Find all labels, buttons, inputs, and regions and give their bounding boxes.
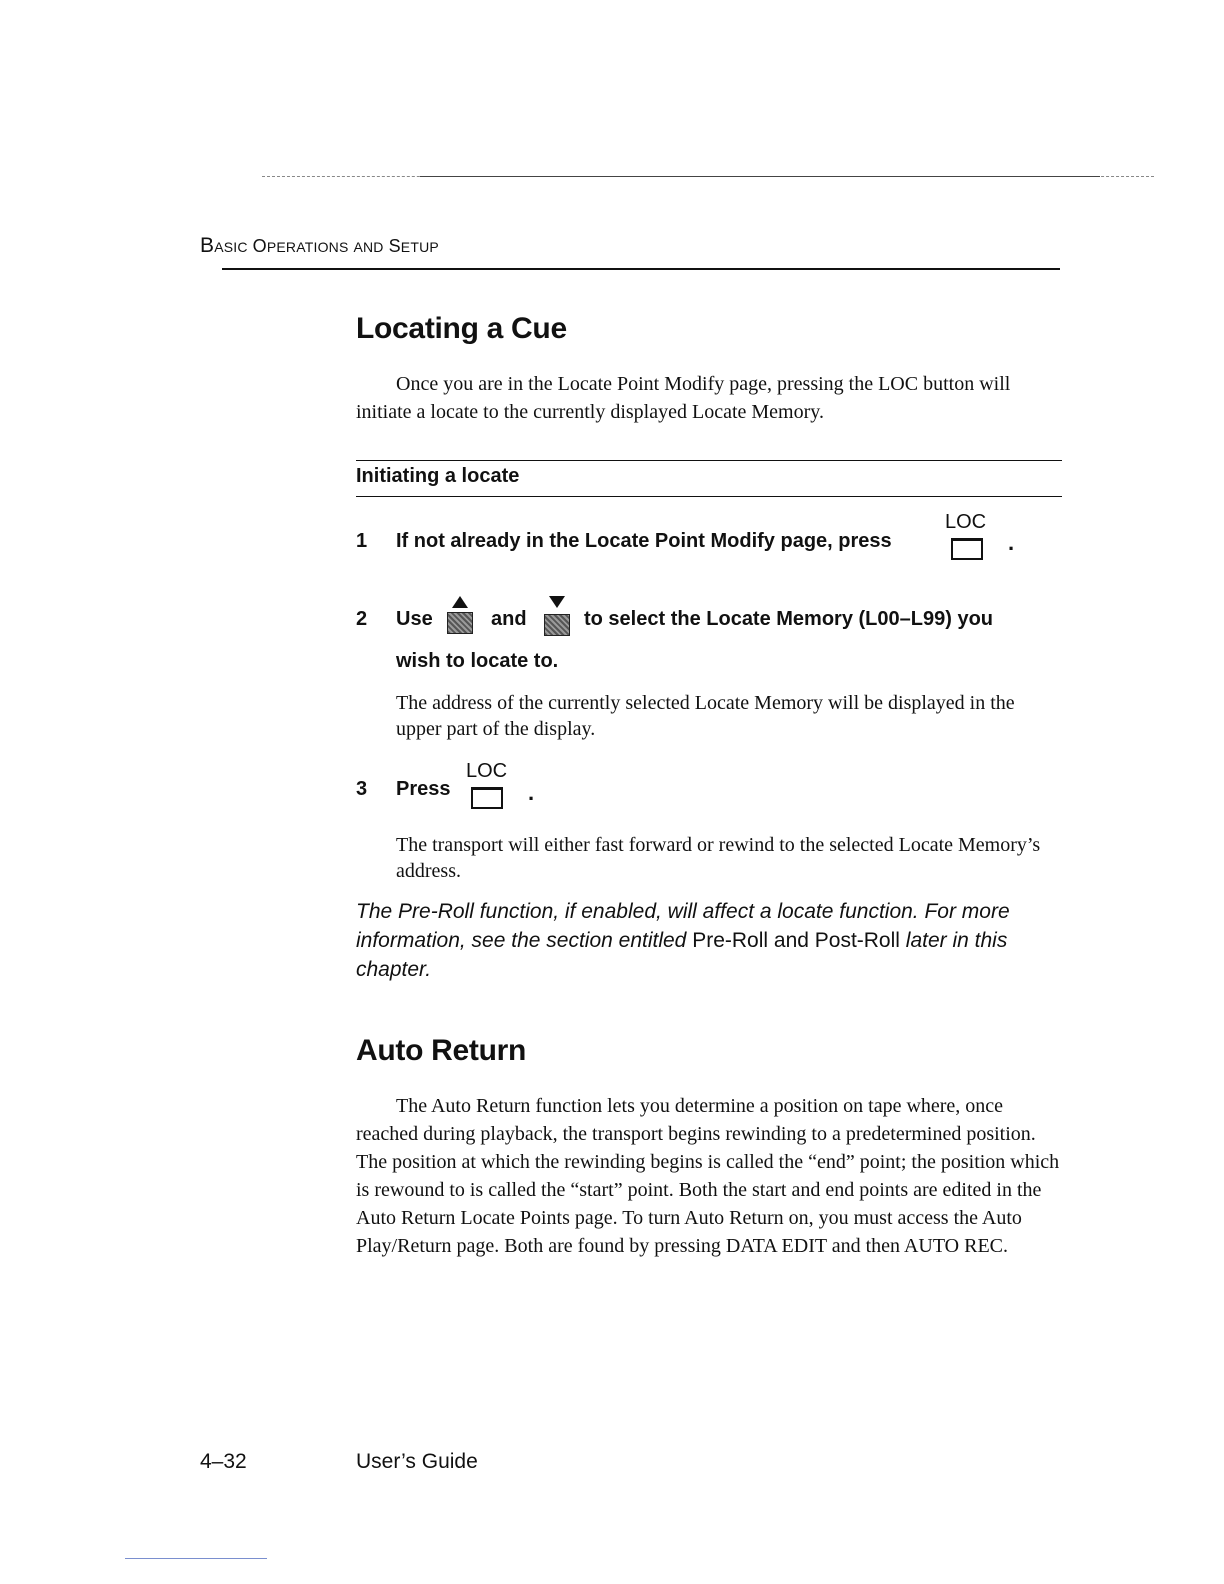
up-arrow-key-icon [447,612,473,634]
footer-title: User’s Guide [356,1450,478,1473]
step-2-text: to select the Locate Memory (L00–L99) you [584,608,994,630]
step-3-period: . [528,780,535,805]
note-reference: Pre-Roll and Post-Roll [692,929,900,952]
loc-key-label: LOC [466,760,508,782]
step-1-number: 1 [356,530,368,552]
step-1-text: If not already in the Locate Point Modify page, press [396,530,892,552]
step-2-number: 2 [356,608,368,630]
bottom-rule [125,1558,267,1559]
running-head-rule [222,268,1060,270]
step-3-description: The transport will either fast forward or rewind to the selected Locate Memory’s address. [396,834,1041,882]
procedure-bottom-rule [356,496,1062,497]
step-3-text: Press [396,778,451,800]
step-2-text-line2: wish to locate to. [396,650,559,672]
procedure-title: Initiating a locate [356,465,520,487]
up-arrow-icon [452,596,468,608]
loc-key-icon [951,538,983,560]
section-title-auto-return: Auto Return [356,1034,527,1067]
down-arrow-key-icon [544,614,570,636]
loc-key-label: LOC [945,511,987,533]
pre-roll-note: The Pre-Roll function, if enabled, will affect a locate function. For more information, see the section entitled Pre-Roll and Post-Roll later in this chapter. [356,900,1010,981]
section-title-locating-a-cue: Locating a Cue [356,312,567,345]
loc-key-icon [471,787,503,809]
section-intro: Once you are in the Locate Point Modify page, pressing the LOC button will initiate a locate to the currently displayed Locate Memory. [356,373,1011,423]
step-2-description: The address of the currently selected Locate Memory will be displayed in the upper part of the display. [396,692,1015,740]
top-rule [420,176,1100,177]
step-1-period: . [1008,530,1015,555]
running-head: BASIC OPERATIONS AND SETUP [200,234,439,257]
step-2-and: and [491,608,527,630]
step-3-number: 3 [356,778,368,800]
page-number: 4–32 [200,1450,247,1473]
procedure-top-rule [356,460,1062,461]
step-2-use: Use [396,608,433,630]
auto-return-body: The Auto Return function lets you determine a position on tape where, once reached during playback, the transport begins rewinding to a predetermined position. The position at which the rewinding begins is called the “end” point; the position which is rewound to is called the “start” point. Both the start and end points are edited in the Auto Return Locate Points page. To turn Auto Return on, you must access the Auto Play/Return page. Both are found by pressing DATA EDIT and then AUTO REC. [356,1095,1060,1257]
down-arrow-icon [549,596,565,608]
